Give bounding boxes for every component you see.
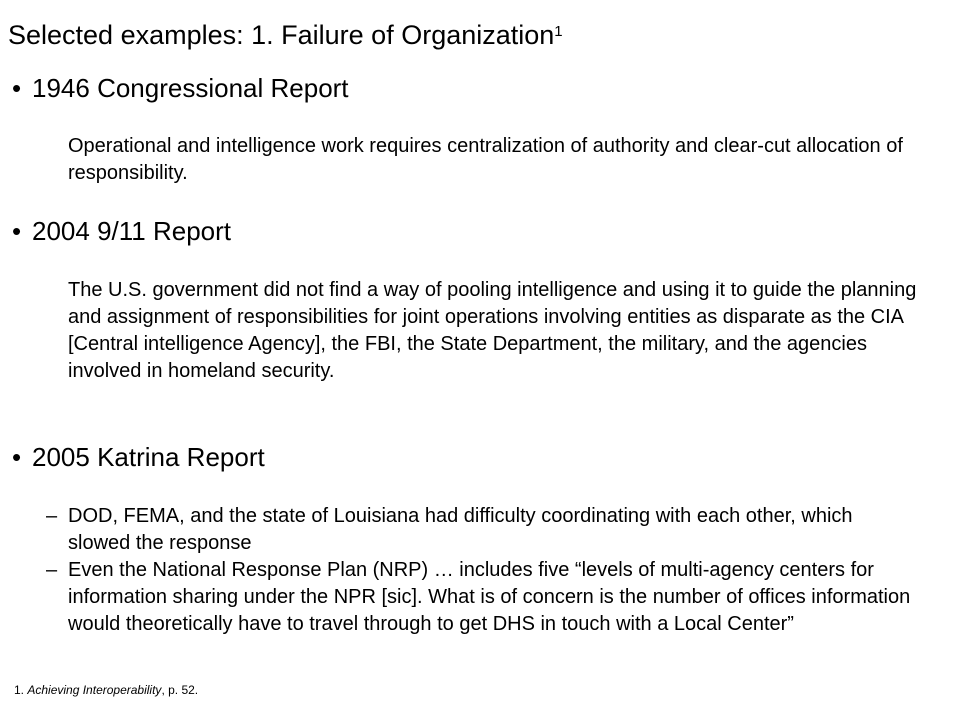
bullet-marker: • xyxy=(12,73,22,103)
bullet-heading: 1946 Congressional Report xyxy=(32,73,349,103)
slide-title xyxy=(8,18,563,52)
footnote-number: 1. xyxy=(14,683,25,697)
slide-title-text: Selected examples: 1. Failure of Organization xyxy=(8,20,555,50)
bullet-marker: • xyxy=(12,216,22,246)
bullet-heading: 2005 Katrina Report xyxy=(32,442,265,472)
bullet-1946-congressional-report xyxy=(12,72,349,104)
title-footnote-marker: 1 xyxy=(554,23,563,40)
bullet-2004-911-report xyxy=(12,215,231,247)
katrina-subitem-1 xyxy=(46,503,916,557)
footnote-page: , p. 52. xyxy=(161,683,199,697)
dash-marker: – xyxy=(46,505,58,527)
footnote-source-title: Achieving Interoperability xyxy=(27,683,162,697)
quote-1946-report: Operational and intelligence work requires centralization of authority and clear-cut allocation of responsibility. xyxy=(68,135,903,184)
bullet-heading: 2004 9/11 Report xyxy=(32,216,231,246)
quote-2004-report: The U.S. government did not find a way of pooling intelligence and using it to guide the planning and assignment of responsibilities for joint operations involving entities as disparate as the CIA [Central intelligence Agency], the FBI, the State Department, the military, and the agencies involved in homeland security. xyxy=(68,279,917,382)
subitem-text: DOD, FEMA, and the state of Louisiana had difficulty coordinating with each other, which slowed the response xyxy=(68,505,853,554)
katrina-subitem-2 xyxy=(46,557,950,638)
footnote xyxy=(14,682,198,698)
subitem-text: Even the National Response Plan (NRP) … includes five “levels of multi-agency centers for information sharing under the NPR [sic]. What is of concern is the number of offices information would theoretically have to travel through to get DHS in touch with a Local Center” xyxy=(68,559,911,635)
dash-marker: – xyxy=(46,559,58,581)
bullet-marker: • xyxy=(12,442,22,472)
bullet-2005-katrina-report xyxy=(12,441,265,473)
